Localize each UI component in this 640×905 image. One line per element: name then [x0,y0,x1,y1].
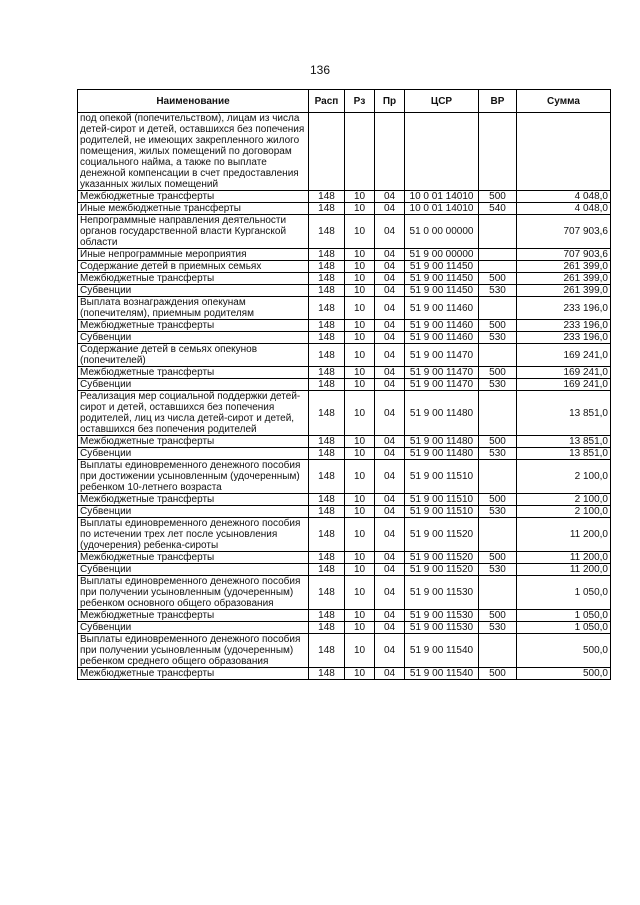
cell-name: Выплаты единовременного денежного пособия по истечении трех лет после усыновления (удочерения) ребенка-сироты [78,518,309,552]
cell-pr [375,113,405,191]
cell-pr: 04 [375,622,405,634]
cell-csr: 51 0 00 00000 [405,215,479,249]
cell-vr: 530 [479,285,517,297]
cell-vr [479,261,517,273]
cell-rz: 10 [345,460,375,494]
cell-rasp: 148 [309,518,345,552]
cell-csr: 51 9 00 11510 [405,460,479,494]
cell-rz: 10 [345,191,375,203]
table-row [78,460,611,494]
cell-rasp: 148 [309,564,345,576]
cell-csr: 51 9 00 11480 [405,448,479,460]
table-row [78,261,611,273]
header-rz: Рз [345,90,375,113]
cell-sum: 169 241,0 [517,379,611,391]
cell-rasp: 148 [309,320,345,332]
cell-csr: 51 9 00 11530 [405,622,479,634]
cell-csr: 51 9 00 11460 [405,320,479,332]
cell-pr: 04 [375,320,405,332]
cell-name: Иные межбюджетные трансферты [78,203,309,215]
cell-vr: 500 [479,494,517,506]
cell-sum: 4 048,0 [517,203,611,215]
cell-rz: 10 [345,203,375,215]
table-row [78,203,611,215]
cell-vr [479,576,517,610]
cell-sum: 11 200,0 [517,564,611,576]
cell-rasp: 148 [309,203,345,215]
cell-rz: 10 [345,564,375,576]
cell-vr: 500 [479,436,517,448]
cell-sum: 1 050,0 [517,610,611,622]
cell-pr: 04 [375,249,405,261]
cell-rasp: 148 [309,344,345,367]
cell-vr: 530 [479,622,517,634]
cell-csr: 51 9 00 11540 [405,634,479,668]
cell-rasp: 148 [309,436,345,448]
cell-csr: 51 9 00 11450 [405,261,479,273]
cell-rasp [309,113,345,191]
header-row [78,90,611,113]
cell-rasp: 148 [309,448,345,460]
cell-rasp: 148 [309,576,345,610]
cell-rasp: 148 [309,634,345,668]
cell-sum: 233 196,0 [517,320,611,332]
cell-pr: 04 [375,273,405,285]
cell-vr: 530 [479,506,517,518]
table-row [78,379,611,391]
cell-name: Межбюджетные трансферты [78,191,309,203]
cell-name: Содержание детей в приемных семьях [78,261,309,273]
cell-sum: 169 241,0 [517,344,611,367]
cell-pr: 04 [375,634,405,668]
table-row [78,494,611,506]
cell-rasp: 148 [309,273,345,285]
cell-rz: 10 [345,634,375,668]
table-row [78,518,611,552]
cell-name: Межбюджетные трансферты [78,320,309,332]
cell-rz: 10 [345,494,375,506]
cell-vr: 530 [479,332,517,344]
header-vr: ВР [479,90,517,113]
cell-name: Субвенции [78,448,309,460]
cell-vr [479,113,517,191]
cell-rz: 10 [345,261,375,273]
cell-sum: 500,0 [517,668,611,680]
table-row [78,191,611,203]
cell-name: Субвенции [78,564,309,576]
cell-rz: 10 [345,320,375,332]
cell-name: под опекой (попечительством), лицам из числа детей-сирот и детей, оставшихся без попечения родителей, не имеющих закрепленного жилого помещения, жилых помещений по договорам социального найма, а также по выплате денежной компенсации в счет предоставления указанных жилых помещений [78,113,309,191]
table-row [78,552,611,564]
cell-vr [479,460,517,494]
cell-pr: 04 [375,506,405,518]
cell-vr [479,344,517,367]
cell-rz: 10 [345,285,375,297]
cell-vr: 530 [479,379,517,391]
cell-csr: 51 9 00 11510 [405,506,479,518]
cell-rz: 10 [345,668,375,680]
cell-csr: 51 9 00 11450 [405,273,479,285]
cell-rz: 10 [345,391,375,436]
cell-pr: 04 [375,436,405,448]
cell-name: Межбюджетные трансферты [78,436,309,448]
cell-csr: 51 9 00 11540 [405,668,479,680]
cell-name: Выплаты единовременного денежного пособия при получении усыновленным (удочеренным) ребенком среднего общего образования [78,634,309,668]
cell-rasp: 148 [309,552,345,564]
cell-name: Субвенции [78,379,309,391]
cell-pr: 04 [375,494,405,506]
cell-rz: 10 [345,436,375,448]
cell-csr: 51 9 00 00000 [405,249,479,261]
cell-pr: 04 [375,391,405,436]
table-row [78,332,611,344]
cell-rz: 10 [345,379,375,391]
header-name: Наименование [78,90,309,113]
cell-rasp: 148 [309,494,345,506]
cell-rz: 10 [345,367,375,379]
cell-vr: 500 [479,191,517,203]
cell-name: Межбюджетные трансферты [78,494,309,506]
table-row [78,448,611,460]
cell-csr: 10 0 01 14010 [405,203,479,215]
cell-pr: 04 [375,332,405,344]
cell-vr: 500 [479,320,517,332]
cell-rasp: 148 [309,379,345,391]
cell-rasp: 148 [309,391,345,436]
cell-name: Реализация мер социальной поддержки детей-сирот и детей, оставшихся без попечения родителей, лиц из числа детей-сирот и детей, оставшихся без попечения родителей [78,391,309,436]
table-row [78,564,611,576]
table-row [78,576,611,610]
cell-rasp: 148 [309,460,345,494]
cell-name: Непрограммные направления деятельности органов государственной власти Курганской области [78,215,309,249]
cell-vr [479,391,517,436]
cell-csr: 51 9 00 11510 [405,494,479,506]
table-row [78,215,611,249]
cell-sum: 1 050,0 [517,576,611,610]
cell-pr: 04 [375,379,405,391]
cell-csr: 10 0 01 14010 [405,191,479,203]
table-row [78,297,611,320]
header-sum: Сумма [517,90,611,113]
cell-name: Межбюджетные трансферты [78,367,309,379]
header-rasp: Расп [309,90,345,113]
cell-name: Содержание детей в семьях опекунов (попечителей) [78,344,309,367]
cell-csr: 51 9 00 11470 [405,367,479,379]
cell-vr [479,297,517,320]
cell-vr: 500 [479,273,517,285]
cell-rz: 10 [345,249,375,261]
cell-vr: 530 [479,448,517,460]
table-row [78,249,611,261]
cell-sum: 1 050,0 [517,622,611,634]
cell-pr: 04 [375,344,405,367]
cell-sum: 261 399,0 [517,285,611,297]
cell-sum: 233 196,0 [517,332,611,344]
cell-vr [479,215,517,249]
cell-rasp: 148 [309,622,345,634]
cell-vr [479,634,517,668]
cell-rasp: 148 [309,191,345,203]
cell-rasp: 148 [309,249,345,261]
cell-vr [479,518,517,552]
cell-rz: 10 [345,622,375,634]
cell-sum: 2 100,0 [517,494,611,506]
cell-pr: 04 [375,564,405,576]
table-row [78,391,611,436]
cell-sum: 261 399,0 [517,273,611,285]
table-row [78,634,611,668]
cell-rz: 10 [345,576,375,610]
cell-pr: 04 [375,448,405,460]
cell-pr: 04 [375,261,405,273]
cell-csr: 51 9 00 11530 [405,610,479,622]
table-row [78,113,611,191]
cell-pr: 04 [375,297,405,320]
cell-sum: 233 196,0 [517,297,611,320]
cell-rasp: 148 [309,285,345,297]
cell-rz: 10 [345,273,375,285]
cell-csr: 51 9 00 11520 [405,564,479,576]
cell-sum: 11 200,0 [517,518,611,552]
cell-csr [405,113,479,191]
cell-pr: 04 [375,203,405,215]
table-row [78,436,611,448]
cell-sum: 4 048,0 [517,191,611,203]
cell-csr: 51 9 00 11520 [405,518,479,552]
cell-name: Межбюджетные трансферты [78,668,309,680]
cell-sum: 2 100,0 [517,506,611,518]
cell-vr: 500 [479,367,517,379]
cell-rasp: 148 [309,215,345,249]
cell-pr: 04 [375,191,405,203]
cell-name: Выплаты единовременного денежного пособия при достижении усыновленным (удочеренным) ребенком 10-летнего возраста [78,460,309,494]
cell-rz: 10 [345,448,375,460]
cell-csr: 51 9 00 11470 [405,344,479,367]
cell-csr: 51 9 00 11470 [405,379,479,391]
cell-sum [517,113,611,191]
cell-rz: 10 [345,610,375,622]
header-pr: Пр [375,90,405,113]
cell-name: Субвенции [78,622,309,634]
cell-csr: 51 9 00 11460 [405,297,479,320]
cell-sum: 13 851,0 [517,436,611,448]
cell-name: Межбюджетные трансферты [78,273,309,285]
page-number: 136 [309,63,331,77]
cell-name: Субвенции [78,506,309,518]
cell-sum: 13 851,0 [517,391,611,436]
cell-rasp: 148 [309,332,345,344]
table-row [78,668,611,680]
cell-sum: 500,0 [517,634,611,668]
cell-rz: 10 [345,215,375,249]
cell-pr: 04 [375,215,405,249]
cell-sum: 11 200,0 [517,552,611,564]
cell-sum: 2 100,0 [517,460,611,494]
cell-vr [479,249,517,261]
cell-rasp: 148 [309,610,345,622]
cell-rz: 10 [345,552,375,564]
table-row [78,506,611,518]
cell-rz: 10 [345,518,375,552]
cell-name: Выплаты единовременного денежного пособия при получении усыновленным (удочеренным) ребенком основного общего образования [78,576,309,610]
header-csr: ЦСР [405,90,479,113]
cell-sum: 13 851,0 [517,448,611,460]
cell-csr: 51 9 00 11530 [405,576,479,610]
cell-name: Межбюджетные трансферты [78,552,309,564]
cell-rz: 10 [345,297,375,320]
cell-vr: 530 [479,564,517,576]
table-row [78,273,611,285]
cell-name: Выплата вознаграждения опекунам (попечителям), приемным родителям [78,297,309,320]
cell-pr: 04 [375,576,405,610]
table-row [78,367,611,379]
cell-name: Межбюджетные трансферты [78,610,309,622]
table-row [78,610,611,622]
table-row [78,285,611,297]
cell-csr: 51 9 00 11520 [405,552,479,564]
cell-name: Субвенции [78,285,309,297]
cell-rz [345,113,375,191]
cell-vr: 540 [479,203,517,215]
cell-name: Субвенции [78,332,309,344]
cell-rz: 10 [345,506,375,518]
cell-sum: 169 241,0 [517,367,611,379]
cell-name: Иные непрограммные мероприятия [78,249,309,261]
cell-rasp: 148 [309,668,345,680]
cell-sum: 707 903,6 [517,249,611,261]
table-row [78,622,611,634]
cell-rz: 10 [345,344,375,367]
cell-rasp: 148 [309,506,345,518]
budget-table [77,89,611,680]
cell-pr: 04 [375,285,405,297]
cell-rasp: 148 [309,297,345,320]
table-row [78,320,611,332]
cell-csr: 51 9 00 11480 [405,391,479,436]
cell-pr: 04 [375,518,405,552]
cell-rz: 10 [345,332,375,344]
cell-vr: 500 [479,610,517,622]
cell-pr: 04 [375,367,405,379]
cell-sum: 261 399,0 [517,261,611,273]
cell-pr: 04 [375,668,405,680]
cell-rasp: 148 [309,367,345,379]
cell-vr: 500 [479,552,517,564]
cell-pr: 04 [375,552,405,564]
cell-rasp: 148 [309,261,345,273]
cell-vr: 500 [479,668,517,680]
cell-pr: 04 [375,460,405,494]
cell-csr: 51 9 00 11450 [405,285,479,297]
cell-sum: 707 903,6 [517,215,611,249]
table-row [78,344,611,367]
cell-pr: 04 [375,610,405,622]
cell-csr: 51 9 00 11460 [405,332,479,344]
cell-csr: 51 9 00 11480 [405,436,479,448]
